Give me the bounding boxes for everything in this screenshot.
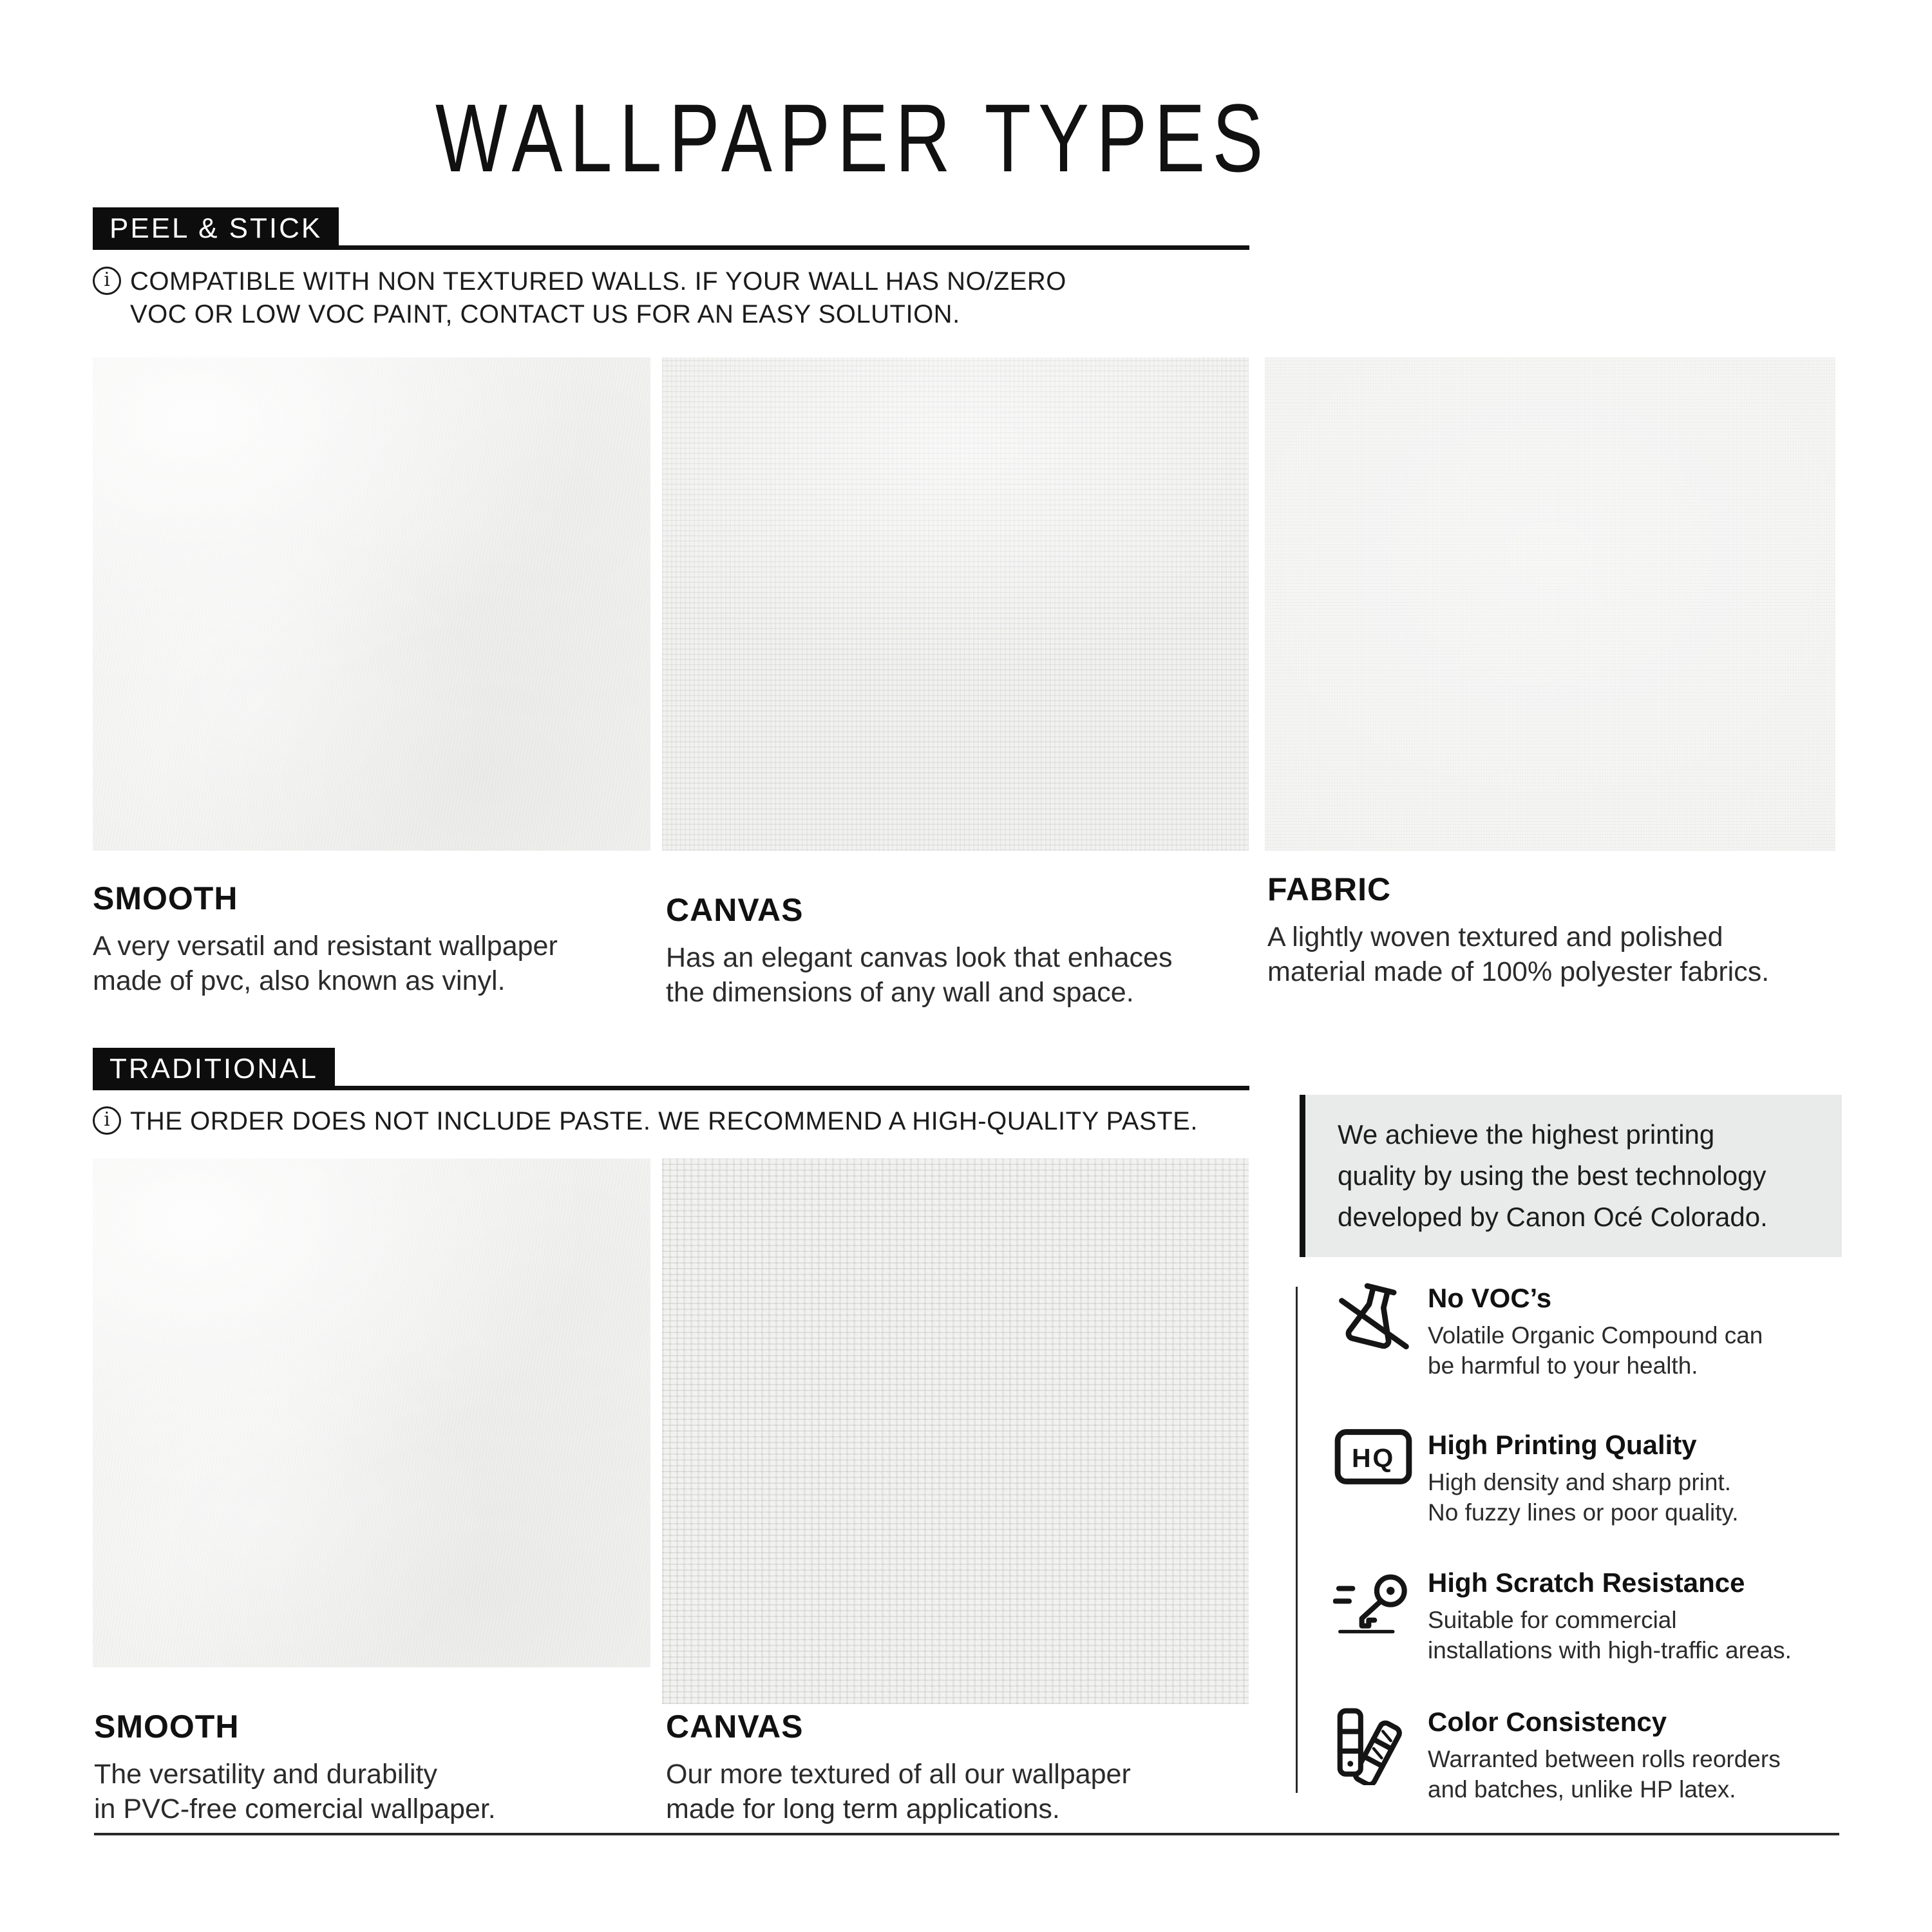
sample-description	[93, 929, 558, 998]
highlight-line3: developed by Canon Océ Colorado.	[1338, 1202, 1768, 1232]
traditional-note	[93, 1105, 1198, 1138]
feature-title: No VOC’s	[1428, 1283, 1552, 1313]
peel-fabric-sample-image	[1265, 357, 1835, 851]
sample-name: CANVAS	[666, 1709, 804, 1745]
feature-description-line2: be harmful to your health.	[1428, 1352, 1698, 1379]
feature-description	[1428, 1467, 1739, 1528]
traditional-smooth-sample-image	[93, 1159, 650, 1667]
features-divider-line	[1296, 1287, 1298, 1793]
traditional-smooth-caption	[94, 1708, 496, 1826]
sample-description-line1: A lightly woven textured and polished	[1267, 922, 1723, 952]
traditional-canvas-caption	[666, 1708, 1131, 1826]
feature-description-line1: Suitable for commercial	[1428, 1607, 1677, 1633]
info-icon: i	[93, 1106, 121, 1135]
sample-description	[1267, 920, 1769, 989]
feature-body	[1428, 1278, 1763, 1381]
feature-no-voc	[1333, 1278, 1848, 1381]
feature-description-line1: Warranted between rolls reorders	[1428, 1746, 1781, 1772]
peel-fabric-caption	[1267, 871, 1769, 989]
peel-canvas-sample-image	[662, 357, 1249, 851]
hq-badge-icon	[1333, 1425, 1414, 1489]
peel-stick-note-line2: VOC OR LOW VOC PAINT, CONTACT US FOR AN EASY SOLUTION.	[130, 300, 960, 328]
peel-stick-note-line1: COMPATIBLE WITH NON TEXTURED WALLS. IF YOUR WALL HAS NO/ZERO	[130, 267, 1066, 296]
feature-title: Color Consistency	[1428, 1707, 1667, 1737]
sample-description-line1: A very versatil and resistant wallpaper	[93, 931, 558, 961]
feature-title: High Printing Quality	[1428, 1430, 1697, 1460]
sample-description	[666, 1757, 1131, 1826]
feature-title: High Scratch Resistance	[1428, 1567, 1745, 1598]
sample-description-line2: made of pvc, also known as vinyl.	[93, 965, 506, 996]
sample-description	[666, 940, 1172, 1010]
sample-description-line1: Has an elegant canvas look that enhaces	[666, 942, 1173, 973]
feature-high-printing-quality	[1333, 1425, 1848, 1528]
feature-description-line2: and batches, unlike HP latex.	[1428, 1776, 1736, 1803]
hq-icon-text: HQ	[1352, 1443, 1395, 1473]
feature-description-line1: High density and sharp print.	[1428, 1469, 1731, 1495]
sample-description-line1: The versatility and durability	[94, 1759, 437, 1790]
sample-description	[94, 1757, 496, 1826]
bottom-rule	[94, 1833, 1839, 1835]
feature-high-scratch-resistance	[1333, 1562, 1848, 1665]
peel-canvas-caption	[666, 891, 1172, 1010]
feature-body	[1428, 1562, 1792, 1665]
section-label-peel-stick: PEEL & STICK	[93, 207, 339, 250]
color-swatch-icon	[1333, 1701, 1414, 1785]
feature-description	[1428, 1605, 1792, 1665]
highlight-line1: We achieve the highest printing	[1338, 1119, 1715, 1150]
feature-color-consistency	[1333, 1701, 1848, 1804]
peel-stick-note-text	[130, 265, 1066, 331]
sample-description-line2: in PVC-free comercial wallpaper.	[94, 1794, 496, 1824]
sample-description-line1: Our more textured of all our wallpaper	[666, 1759, 1131, 1790]
sample-name: SMOOTH	[94, 1709, 240, 1745]
feature-description-line2: installations with high-traffic areas.	[1428, 1637, 1792, 1663]
sample-name: FABRIC	[1267, 871, 1392, 907]
section-label-traditional: TRADITIONAL	[93, 1048, 335, 1090]
peel-smooth-caption	[93, 880, 558, 998]
page-title: WALLPAPER TYPES	[435, 84, 1271, 192]
feature-body	[1428, 1701, 1781, 1804]
scratch-key-icon	[1333, 1562, 1414, 1643]
peel-smooth-sample-image	[93, 357, 650, 851]
no-voc-flask-icon	[1333, 1278, 1414, 1365]
traditional-canvas-sample-image	[662, 1159, 1249, 1704]
feature-description-line1: Volatile Organic Compound can	[1428, 1322, 1763, 1349]
feature-description	[1428, 1320, 1763, 1381]
feature-description	[1428, 1744, 1781, 1804]
feature-description-line2: No fuzzy lines or poor quality.	[1428, 1499, 1739, 1526]
sample-name: SMOOTH	[93, 880, 238, 916]
sample-description-line2: made for long term applications.	[666, 1794, 1060, 1824]
peel-stick-note	[93, 265, 1066, 331]
sample-description-line2: the dimensions of any wall and space.	[666, 977, 1134, 1008]
info-icon: i	[93, 267, 121, 295]
sample-description-line2: material made of 100% polyester fabrics.	[1267, 956, 1770, 987]
sample-name: CANVAS	[666, 892, 804, 928]
traditional-note-text: THE ORDER DOES NOT INCLUDE PASTE. WE RECOMMEND A HIGH-QUALITY PASTE.	[130, 1107, 1198, 1135]
printing-quality-highlight	[1300, 1095, 1842, 1257]
feature-body	[1428, 1425, 1739, 1528]
highlight-line2: quality by using the best technology	[1338, 1160, 1766, 1191]
